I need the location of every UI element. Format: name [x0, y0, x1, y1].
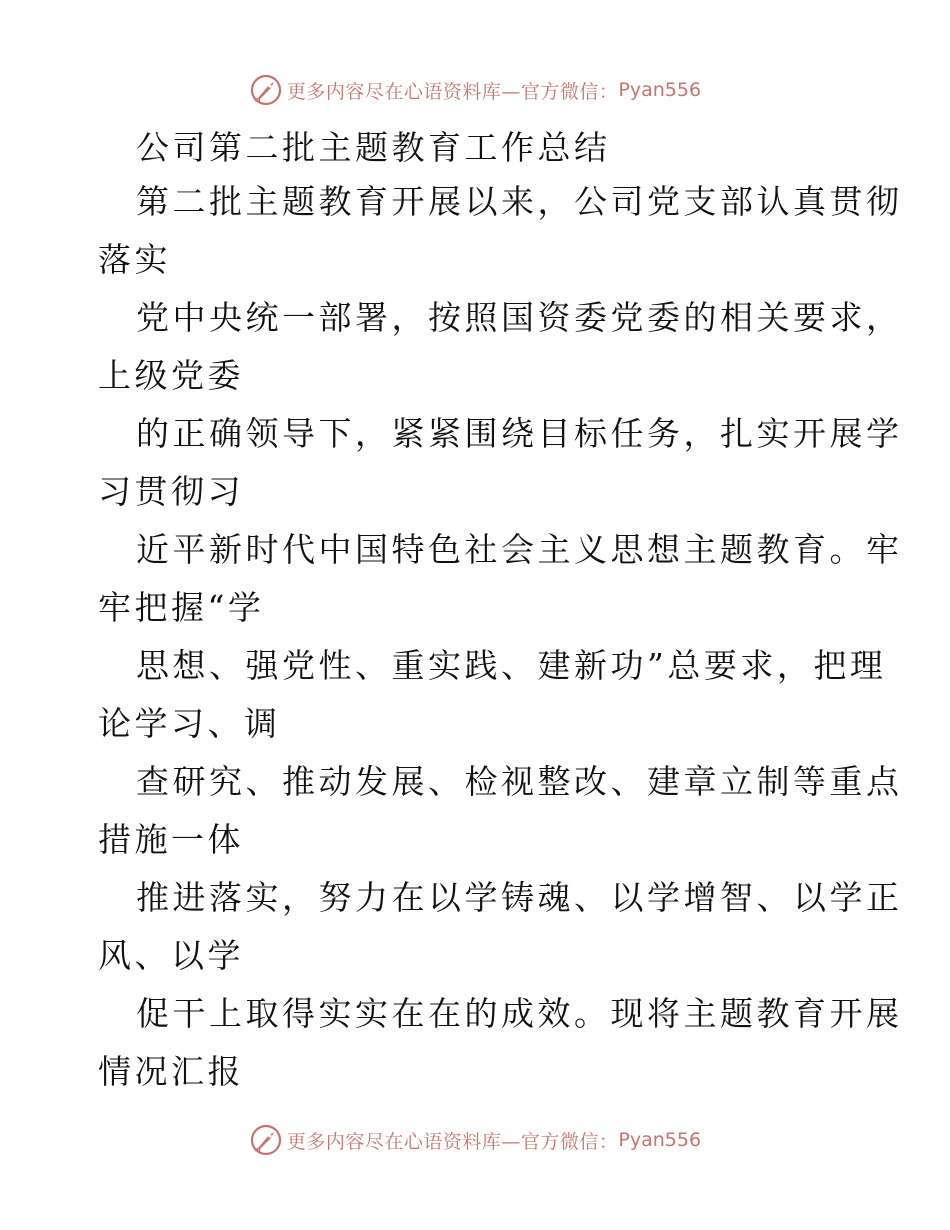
paragraph-line: 上级党委 [98, 356, 244, 395]
document-title: 公司第二批主题教育工作总结 [136, 128, 611, 167]
paragraph-line: 第二批主题教育开展以来，公司党支部认真贯彻 [136, 182, 903, 221]
header-watermark-banner [0, 70, 950, 110]
pen-nib-logo-icon [249, 1123, 283, 1157]
banner-wechat-id: Pyan556 [618, 1129, 702, 1151]
paragraph-line: 落实 [98, 240, 171, 279]
paragraph-line: 查研究、推动发展、检视整改、建章立制等重点 [136, 762, 903, 801]
paragraph-line: 近平新时代中国特色社会主义思想主题教育。牢 [136, 530, 903, 569]
paragraph-line: 牢把握“学 [98, 588, 265, 627]
footer-watermark-banner [0, 1120, 950, 1160]
document-body [98, 124, 903, 1106]
paragraph-line: 措施一体 [98, 820, 244, 859]
paragraph-line: 党中央统一部署，按照国资委党委的相关要求， [136, 298, 903, 337]
paragraph-line: 风、以学 [98, 936, 244, 975]
paragraph-line: 情况汇报 [98, 1052, 244, 1091]
paragraph-line: 思想、强党性、重实践、建新功”总要求，把理 [136, 646, 887, 685]
paragraph-line: 的正确领导下，紧紧围绕目标任务，扎实开展学 [136, 414, 903, 453]
paragraph-line: 推进落实，努力在以学铸魂、以学增智、以学正 [136, 878, 903, 917]
banner-text: 更多内容尽在心语资料库—官方微信： [286, 80, 619, 103]
paragraph-line: 促干上取得实实在在的成效。现将主题教育开展 [136, 994, 903, 1033]
banner-wechat-id: Pyan556 [618, 79, 702, 101]
banner-text: 更多内容尽在心语资料库—官方微信： [286, 1130, 619, 1153]
pen-nib-logo-icon [249, 73, 283, 107]
paragraph-line: 论学习、调 [98, 704, 281, 743]
paragraph-line: 习贯彻习 [98, 472, 244, 511]
